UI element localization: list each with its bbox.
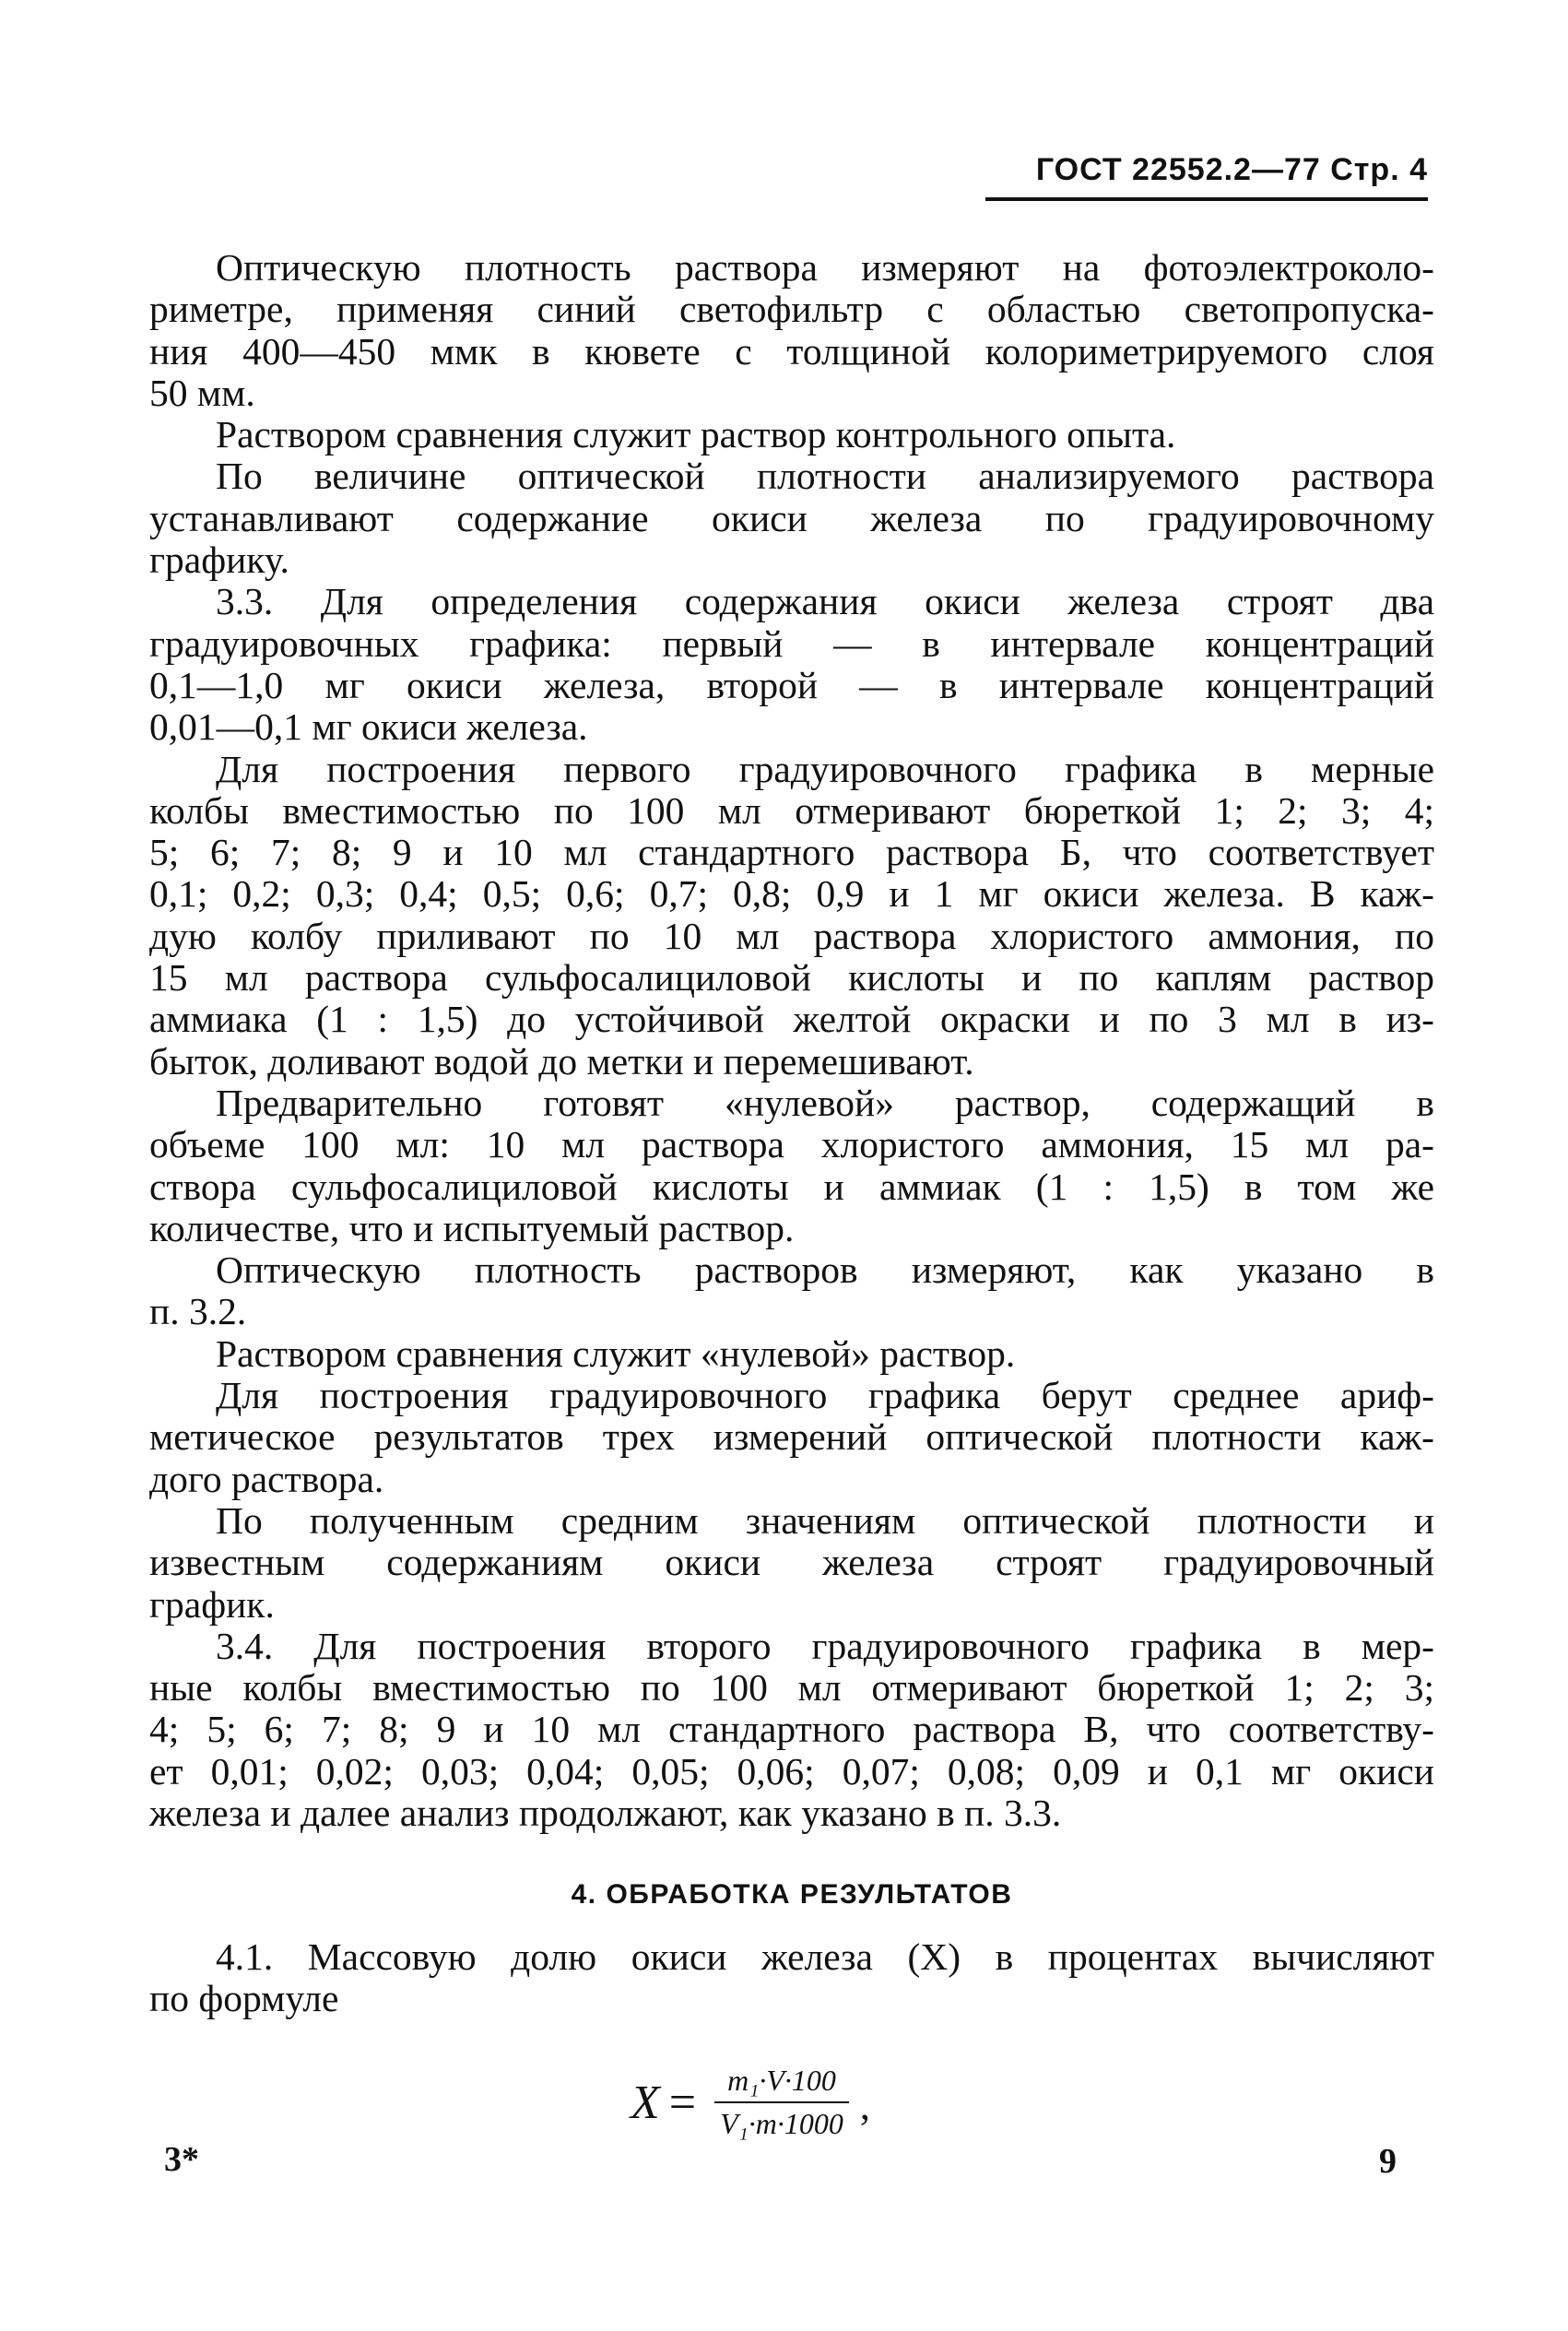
text-line: 3.3. Для определения содержания окиси железа строят два	[216, 580, 1434, 623]
formula-fraction	[707, 2064, 856, 2141]
section-title: 4. ОБРАБОТКА РЕЗУЛЬТАТОВ	[571, 1879, 1013, 1910]
text-line: риметре, применяя синий светофильтр с областью светопропуска-	[149, 288, 1434, 331]
text-line: Оптическую плотность растворов измеряют, как указано в	[216, 1248, 1434, 1292]
text-line: Оптическую плотность раствора измеряют на фотоэлектроколо-	[216, 246, 1434, 289]
paragraph	[149, 1249, 1434, 1333]
text-line: 4.1. Массовую долю окиси железа (X) в процентах вычисляют	[216, 1935, 1434, 1978]
text-line: 3.4. Для построения второго градуировочного графика в мер-	[216, 1624, 1434, 1667]
text-line: график.	[149, 1582, 275, 1626]
text-line: 50 мм.	[149, 371, 255, 414]
text-line: Предварительно готовят «нулевой» раствор, содержащий в	[216, 1081, 1434, 1124]
paragraph	[149, 581, 1434, 748]
text-line: ния 400—450 ммк в кювете с толщиной колориметрируемого слоя	[149, 329, 1434, 373]
text-line: 5; 6; 7; 8; 9 и 10 мл стандартного раствора Б, что соответствует	[149, 831, 1434, 874]
paragraph	[149, 414, 1434, 456]
text-line: объеме 100 мл: 10 мл раствора хлористого аммония, 15 мл ра-	[149, 1123, 1434, 1166]
text-line: п. 3.2.	[149, 1290, 247, 1333]
text-line: 4; 5; 6; 7; 8; 9 и 10 мл стандартного раствора В, что соответству-	[149, 1708, 1434, 1751]
paragraph	[149, 456, 1434, 581]
formula-denominator: V₁·m·1000	[720, 2107, 843, 2140]
text-line: колбы вместимостью по 100 мл отмеривают бюреткой 1; 2; 3; 4;	[149, 788, 1434, 832]
text-line: 0,1; 0,2; 0,3; 0,4; 0,5; 0,6; 0,7; 0,8; 0,9 и 1 мг окиси железа. В каж-	[149, 872, 1434, 916]
formula-numerator: m₁·V·100	[714, 2064, 849, 2103]
paragraph	[149, 1333, 1434, 1375]
text-line: Раствором сравнения служит «нулевой» раствор.	[216, 1331, 1016, 1375]
text-line: 0,01—0,1 мг окиси железа.	[149, 705, 588, 749]
text-line: ные колбы вместимостью по 100 мл отмеривают бюреткой 1; 2; 3;	[149, 1666, 1434, 1710]
page-header: ГОСТ 22552.2—77 Стр. 4	[985, 152, 1428, 201]
text-line: По полученным средним значениям оптической плотности и	[216, 1498, 1434, 1542]
paragraph	[149, 1500, 1434, 1626]
paragraph	[149, 1626, 1434, 1834]
formula	[631, 2052, 870, 2153]
section-paragraph	[149, 1936, 1434, 2020]
text-line: Для построения первого градуировочного графика в мерные	[216, 747, 1434, 790]
signature-mark: 3*	[164, 2140, 199, 2179]
section-body	[149, 1936, 1434, 2020]
text-line: метическое результатов трех измерений оптической плотности каж-	[149, 1415, 1434, 1459]
paragraph	[149, 1083, 1434, 1249]
paragraph	[149, 247, 1434, 414]
text-line: устанавливают содержание окиси железа по градуировочному	[149, 496, 1434, 539]
text-line: железа и далее анализ продолжают, как указано в п. 3.3.	[149, 1791, 1062, 1834]
page-number: 9	[1379, 2142, 1397, 2181]
text-line: 0,1—1,0 мг окиси железа, второй — в интервале концентраций	[149, 663, 1434, 706]
text-line: известным содержаниям окиси железа строят градуировочный	[149, 1541, 1434, 1584]
text-line: По величине оптической плотности анализируемого раствора	[216, 455, 1434, 498]
paragraph	[149, 1375, 1434, 1500]
text-line: аммиака (1 : 1,5) до устойчивой желтой окраски и по 3 мл в из-	[149, 998, 1434, 1041]
text-line: быток, доливают водой до метки и перемешивают.	[149, 1039, 974, 1083]
text-line: Раствором сравнения служит раствор контрольного опыта.	[216, 413, 1176, 456]
formula-lhs: X	[631, 2076, 660, 2129]
text-line: количестве, что и испытуемый раствор.	[149, 1206, 795, 1249]
text-line: дую колбу приливают по 10 мл раствора хлористого аммония, по	[149, 914, 1434, 957]
text-line: створа сульфосалициловой кислоты и аммиак (1 : 1,5) в том же	[149, 1165, 1434, 1208]
text-line: ет 0,01; 0,02; 0,03; 0,04; 0,05; 0,06; 0,07; 0,08; 0,09 и 0,1 мг окиси	[149, 1749, 1434, 1793]
text-line: графику.	[149, 538, 289, 582]
text-line: по формуле	[149, 1977, 339, 2020]
formula-trail: ,	[859, 2083, 870, 2128]
text-line: Для построения градуировочного графика берут среднее ариф-	[216, 1374, 1434, 1417]
paragraph	[149, 749, 1434, 1083]
text-line: градуировочных графика: первый — в интервале концентраций	[149, 621, 1434, 665]
formula-equals: =	[668, 2076, 697, 2129]
text-line: 15 мл раствора сульфосалициловой кислоты и по каплям раствор	[149, 956, 1434, 1000]
document-body	[149, 247, 1434, 1834]
text-line: дого раствора.	[149, 1457, 384, 1500]
